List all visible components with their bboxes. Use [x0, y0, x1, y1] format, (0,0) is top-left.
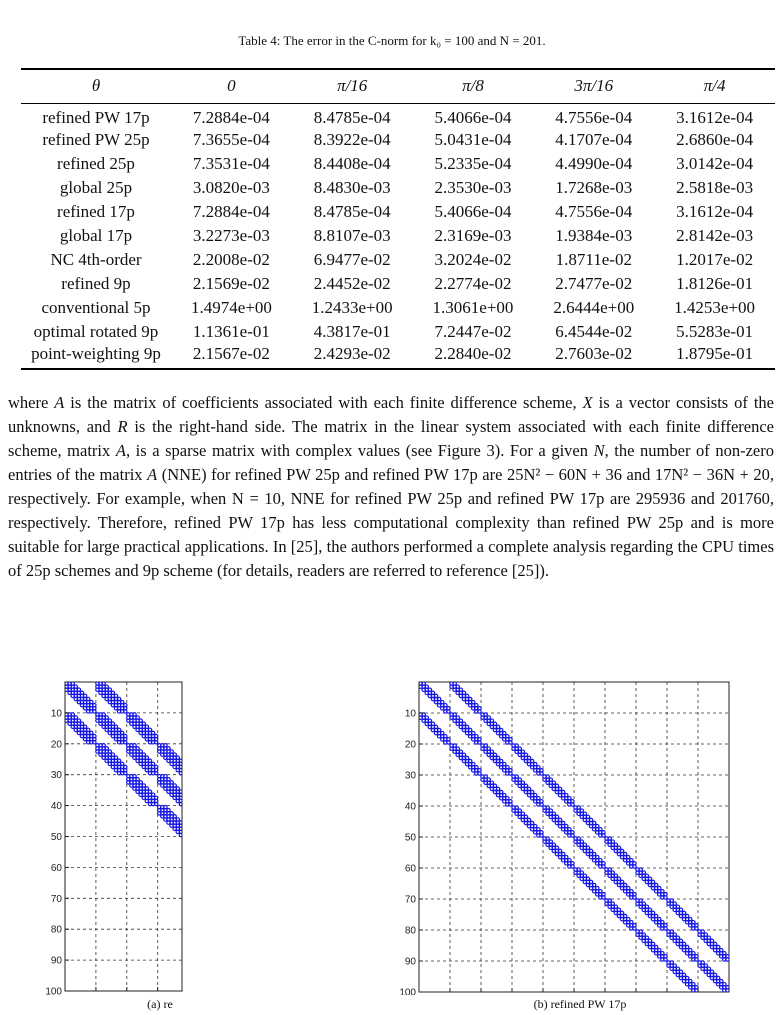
y-tick-label: 50 [50, 832, 62, 843]
nonzero-marker [188, 839, 190, 842]
error-value-cell: 5.4066e-04 [434, 201, 512, 221]
error-value-cell: 1.2017e-02 [676, 249, 754, 269]
error-value-cell: 8.4408e-04 [313, 153, 391, 173]
error-table [21, 68, 775, 370]
error-value-cell: 8.3922e-04 [313, 129, 391, 149]
error-value-cell: 1.9384e-03 [555, 225, 633, 245]
error-value-cell: 1.1361e-01 [192, 321, 270, 341]
y-tick-label: 80 [50, 924, 62, 936]
error-value-cell: 7.2884e-04 [192, 201, 270, 221]
body-paragraph: where A is the matrix of coefficients associated with each finite difference scheme, X is a vector consists of the unknowns, and R is the right-hand side. The matrix in the linear system associated with each finite difference scheme, matrix A, is a sparse matrix with complex values (see Figure 3). For a given N, the number of non-zero entries of the matrix A (NNE) for refined PW 25p and refined PW 17p are 25N² − 60N + 36 and 17N² − 36N + 20, respectively. For example, when N = 10, NNE for refined PW 25p and refined PW 17p are 295936 and 201760, respectively. Therefore, refined PW 17p has less computational complexity than refined PW 25p and is more suitable for large practical applications. In [25], the authors performed a complete analysis regarding the CPU times of 25p schemes and 9p scheme (for details, readers are referred to reference [25]). [8, 393, 775, 580]
table-row [21, 344, 775, 369]
nonzero-marker [182, 799, 185, 802]
error-value-cell: 3.2273e-03 [192, 225, 270, 245]
table-row [21, 103, 775, 128]
y-tick-label: 90 [404, 956, 416, 968]
nonzero-marker [182, 833, 185, 836]
error-value-cell: 2.4293e-02 [292, 344, 413, 369]
nonzero-marker [182, 765, 185, 768]
error-value-cell: 4.7556e-04 [555, 201, 633, 221]
sparsity-plot-a [30, 680, 190, 995]
y-tick-label: 100 [45, 986, 62, 995]
nonzero-marker [188, 775, 190, 778]
error-value-cell: 2.2774e-02 [434, 273, 512, 293]
error-value-cell: 5.5283e-01 [676, 321, 754, 341]
error-value-cell: 1.2433e+00 [311, 297, 393, 317]
table-row [21, 152, 775, 176]
error-value-cell: 3.0820e-03 [192, 177, 270, 197]
scheme-name-cell: refined PW 25p [42, 129, 150, 149]
nonzero-marker [185, 799, 188, 802]
error-value-cell: 1.4974e+00 [190, 297, 272, 317]
y-tick-label: 20 [404, 739, 416, 751]
y-tick-label: 30 [404, 770, 416, 782]
nonzero-marker [182, 830, 185, 833]
error-value-cell: 3.1612e-04 [676, 107, 754, 127]
scheme-name-cell: point-weighting 9p [21, 344, 171, 369]
y-tick-label: 20 [50, 739, 62, 751]
y-tick-label: 40 [50, 801, 62, 813]
error-value-cell: 1.7268e-03 [555, 177, 633, 197]
error-value-cell: 7.3655e-04 [192, 129, 270, 149]
nne-formula-25p: 25N² − 60N + 36 [506, 465, 622, 484]
nonzero-marker [188, 781, 190, 784]
nonzero-marker [185, 796, 188, 799]
error-value-cell: 6.9477e-02 [313, 249, 391, 269]
nonzero-marker [188, 778, 190, 781]
table-caption: Table 4: The error in the C-norm for k₀ = 100 and N = 201. [238, 33, 546, 48]
header-angle-3pi16: 3π/16 [533, 69, 654, 103]
nonzero-marker [185, 802, 188, 805]
error-value-cell: 2.7477e-02 [555, 273, 633, 293]
nonzero-marker [188, 843, 190, 846]
scheme-name-cell: optimal rotated 9p [33, 321, 159, 341]
table-row [21, 224, 775, 248]
error-value-cell: 3.0142e-04 [676, 153, 754, 173]
error-value-cell: 2.4452e-02 [313, 273, 391, 293]
sparsity-figure-b [380, 680, 750, 995]
header-row [21, 69, 775, 103]
error-value-cell: 2.3169e-03 [434, 225, 512, 245]
y-tick-label: 90 [50, 955, 62, 967]
table-row [21, 176, 775, 200]
figure-b-caption: (b) refined PW 17p [533, 997, 627, 1011]
error-value-cell: 3.1612e-04 [676, 201, 754, 221]
nonzero-marker [188, 809, 190, 812]
nonzero-marker [182, 827, 185, 830]
error-value-cell: 7.2884e-04 [192, 107, 270, 127]
y-tick-label: 40 [404, 801, 416, 813]
nonzero-marker [182, 793, 185, 796]
figure-a-caption: (a) re [147, 997, 173, 1011]
y-tick-label: 70 [50, 893, 62, 905]
y-tick-label: 80 [404, 925, 416, 937]
table-row [21, 200, 775, 224]
nonzero-marker [185, 768, 188, 771]
error-value-cell: 5.2335e-04 [434, 153, 512, 173]
y-tick-label: 60 [50, 862, 62, 874]
error-value-cell: 2.2008e-02 [192, 249, 270, 269]
error-value-cell: 4.7556e-04 [555, 107, 633, 127]
table-row [21, 248, 775, 272]
header-angle-pi16: π/16 [292, 69, 413, 103]
y-tick-label: 10 [404, 708, 416, 720]
error-value-cell: 2.2840e-02 [413, 344, 534, 369]
error-value-cell: 2.1569e-02 [192, 273, 270, 293]
header-theta: θ [21, 69, 171, 103]
nonzero-marker [185, 833, 188, 836]
y-tick-label: 30 [50, 770, 62, 782]
error-value-cell: 6.4544e-02 [555, 321, 633, 341]
error-value-cell: 2.1567e-02 [171, 344, 292, 369]
error-value-cell: 2.5818e-03 [676, 177, 754, 197]
table-body [21, 103, 775, 369]
error-value-cell: 2.6444e+00 [553, 297, 635, 317]
error-value-cell: 1.4253e+00 [674, 297, 756, 317]
error-value-cell: 7.2447e-02 [434, 321, 512, 341]
scheme-name-cell: global 25p [59, 177, 133, 197]
error-value-cell: 2.3530e-03 [434, 177, 512, 197]
error-value-cell: 7.3531e-04 [192, 153, 270, 173]
nonzero-marker [182, 796, 185, 799]
error-value-cell: 1.3061e+00 [432, 297, 514, 317]
scheme-name-cell: refined 9p [61, 273, 131, 293]
error-value-cell: 8.4830e-03 [313, 177, 391, 197]
scheme-name-cell: refined 25p [57, 153, 135, 173]
table-row [21, 128, 775, 152]
nonzero-marker [188, 836, 190, 839]
nne-formula-17p: 17N² − 36N + 20 [654, 465, 770, 484]
nonzero-marker [185, 827, 188, 830]
nonzero-marker [188, 805, 190, 808]
nonzero-marker [185, 830, 188, 833]
error-value-cell: 4.1707e-04 [555, 129, 633, 149]
scheme-name-cell: NC 4th-order [50, 249, 142, 269]
table-row [21, 296, 775, 320]
nonzero-marker [185, 765, 188, 768]
error-value-cell: 8.8107e-03 [313, 225, 391, 245]
y-tick-label: 100 [399, 987, 416, 995]
error-value-cell: 8.4785e-04 [313, 201, 391, 221]
sparsity-plot-b [380, 680, 750, 995]
scheme-name-cell: global 17p [59, 225, 133, 245]
nonzero-marker [182, 771, 185, 774]
error-value-cell: 3.2024e-02 [434, 249, 512, 269]
error-value-cell: 2.8142e-03 [676, 225, 754, 245]
y-tick-label: 60 [404, 863, 416, 875]
nonzero-marker [182, 768, 185, 771]
nonzero-marker [185, 771, 188, 774]
scheme-name-cell: conventional 5p [41, 297, 151, 317]
nonzero-marker [182, 824, 185, 827]
nonzero-marker [182, 762, 185, 765]
table-row [21, 272, 775, 296]
nonzero-marker [188, 812, 190, 815]
header-angle-pi8: π/8 [413, 69, 534, 103]
error-value-cell: 1.8795e-01 [654, 344, 775, 369]
y-tick-label: 10 [50, 708, 62, 720]
y-tick-label: 50 [404, 832, 416, 844]
table-row [21, 320, 775, 344]
table-header [21, 69, 775, 103]
error-value-cell: 4.4990e-04 [555, 153, 633, 173]
error-value-cell: 4.3817e-01 [313, 321, 391, 341]
error-value-cell: 5.4066e-04 [434, 107, 512, 127]
error-value-cell: 2.7603e-02 [533, 344, 654, 369]
scheme-name-cell: refined 17p [57, 201, 135, 221]
sparsity-figure-a [30, 680, 190, 995]
error-value-cell: 5.0431e-04 [434, 129, 512, 149]
error-value-cell: 8.4785e-04 [313, 107, 391, 127]
header-angle-pi4: π/4 [654, 69, 775, 103]
header-angle-0: 0 [171, 69, 292, 103]
nonzero-marker [182, 802, 185, 805]
error-value-cell: 1.8711e-02 [555, 249, 632, 269]
error-value-cell: 1.8126e-01 [676, 273, 754, 293]
y-tick-label: 70 [404, 894, 416, 906]
error-value-cell: 2.6860e-04 [676, 129, 754, 149]
scheme-name-cell: refined PW 17p [42, 107, 150, 127]
